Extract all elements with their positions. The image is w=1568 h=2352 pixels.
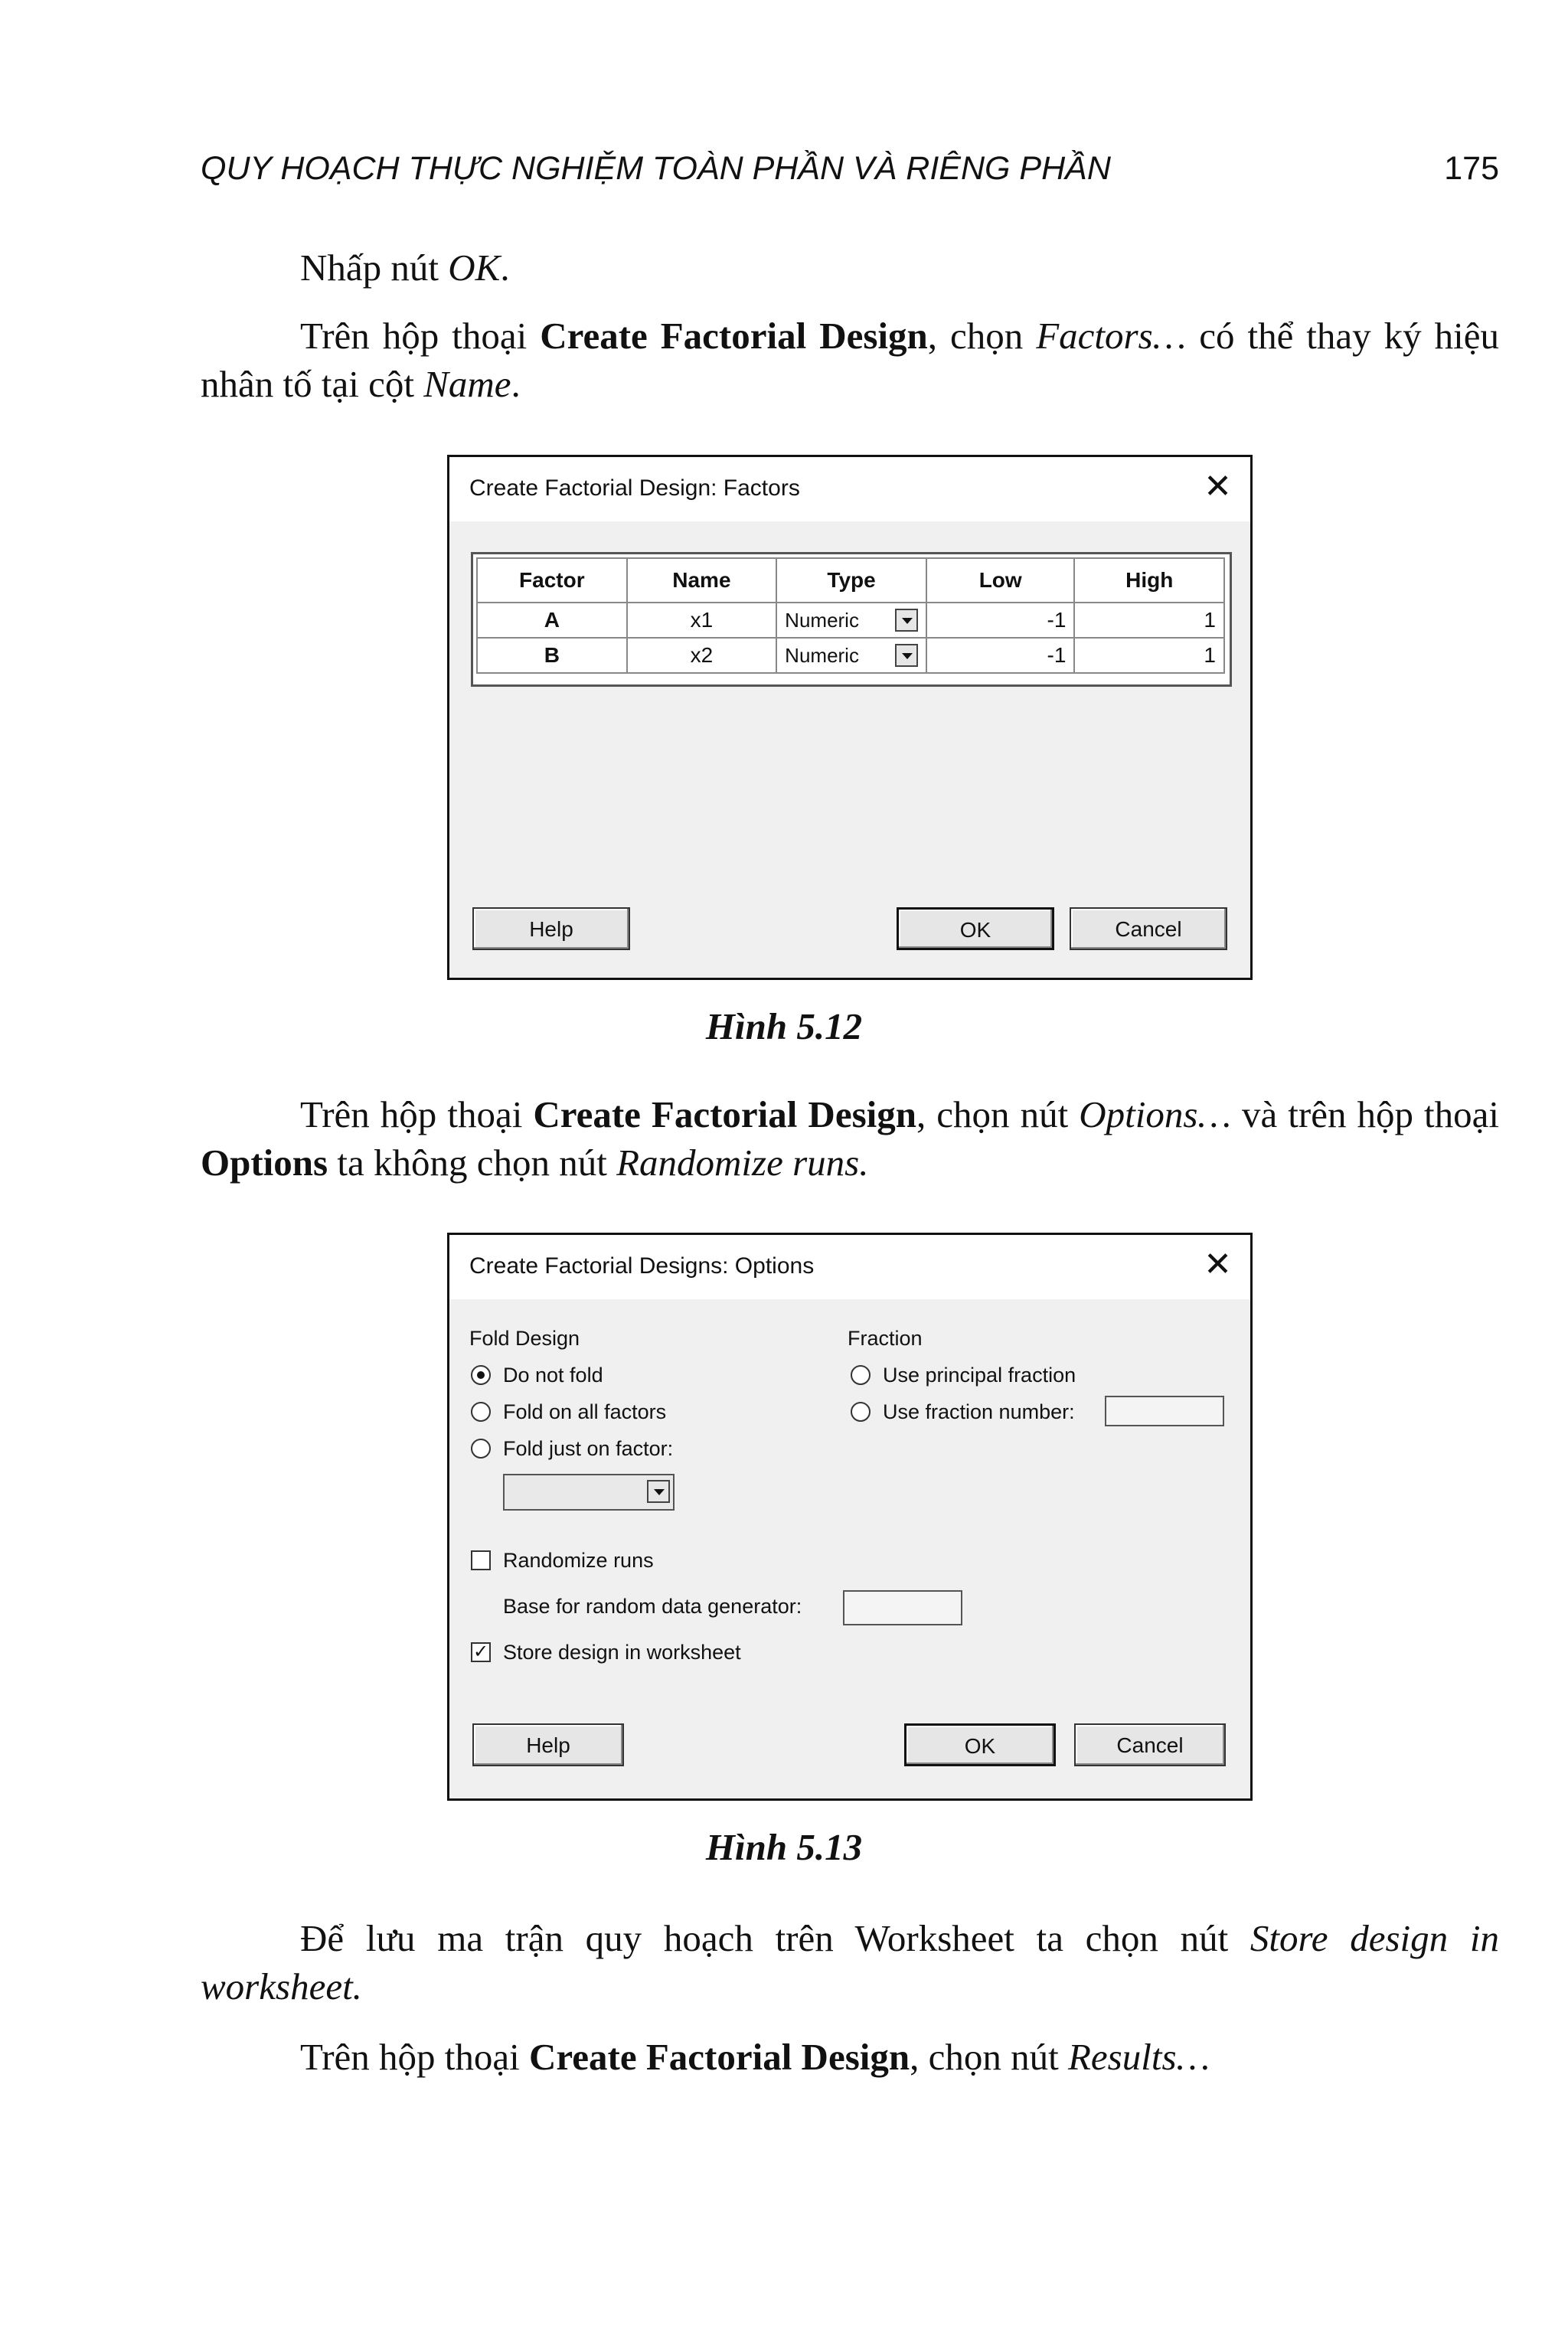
- factors-dialog-titlebar: [449, 457, 1250, 521]
- chevron-down-icon[interactable]: [647, 1480, 670, 1503]
- p3-e: và trên hộp thoại: [1230, 1093, 1499, 1135]
- high-cell[interactable]: 1: [1074, 603, 1224, 638]
- fraction-label: Fraction: [848, 1327, 923, 1350]
- factors-dialog: [447, 455, 1253, 980]
- name-cell[interactable]: x1: [627, 603, 777, 638]
- cancel-button[interactable]: Cancel: [1074, 1723, 1226, 1766]
- radio-fold-just[interactable]: [471, 1439, 491, 1459]
- col-high-header: High: [1074, 558, 1224, 603]
- p2-d: Factors…: [1036, 315, 1187, 357]
- factors-dialog-title: Create Factorial Design: Factors: [469, 475, 800, 501]
- table-row: [477, 603, 1224, 638]
- p3-d: Options…: [1079, 1093, 1231, 1135]
- p3-f: Options: [201, 1142, 328, 1184]
- randomize-label: Randomize runs: [503, 1549, 654, 1572]
- do-not-fold-label: Do not fold: [503, 1364, 603, 1387]
- col-type-header: Type: [776, 558, 926, 603]
- fold-design-label: Fold Design: [469, 1327, 580, 1350]
- figure-caption-5-13: Hình 5.13: [705, 1826, 863, 1868]
- close-icon[interactable]: ✕: [1204, 1246, 1232, 1283]
- figure-caption-5-12: Hình 5.12: [705, 1005, 863, 1047]
- p5-c: , chọn nút: [910, 2036, 1068, 2078]
- radio-principal-fraction[interactable]: [851, 1365, 871, 1385]
- p3-c: , chọn nút: [916, 1093, 1080, 1135]
- p1-end: .: [500, 247, 510, 289]
- p3-h: Randomize runs.: [616, 1142, 869, 1184]
- name-cell[interactable]: x2: [627, 638, 777, 673]
- factor-cell: A: [477, 603, 627, 638]
- p1-ok: OK: [448, 247, 501, 289]
- fold-all-label: Fold on all factors: [503, 1400, 667, 1423]
- p3-a: Trên hộp thoại: [300, 1093, 534, 1135]
- low-cell[interactable]: -1: [926, 638, 1074, 673]
- base-input[interactable]: [843, 1590, 962, 1625]
- p2-g: .: [511, 363, 521, 405]
- paragraph-3: [201, 1090, 1499, 1187]
- p2-b: Create Factorial Design: [540, 315, 928, 357]
- paragraph-1: [201, 243, 1499, 292]
- paragraph-5: [201, 2033, 1499, 2081]
- radio-fraction-number[interactable]: [851, 1402, 871, 1422]
- type-cell[interactable]: [776, 603, 926, 638]
- fraction-number-label: Use fraction number:: [883, 1400, 1075, 1423]
- paragraph-4: [201, 1914, 1499, 2011]
- running-header: [201, 150, 1499, 196]
- store-label: Store design in worksheet: [503, 1641, 741, 1664]
- p3-g: ta không chọn nút: [328, 1142, 617, 1184]
- chevron-down-icon[interactable]: [895, 644, 918, 667]
- principal-fraction-label: Use principal fraction: [883, 1364, 1076, 1387]
- type-value: Numeric: [785, 608, 859, 632]
- radio-do-not-fold[interactable]: [471, 1365, 491, 1385]
- options-dialog: [447, 1233, 1253, 1801]
- fold-just-label: Fold just on factor:: [503, 1437, 674, 1460]
- help-button[interactable]: Help: [472, 1723, 624, 1766]
- table-row: [477, 638, 1224, 673]
- col-name-header: Name: [627, 558, 777, 603]
- grid-header-row: [477, 558, 1224, 603]
- p2-a: Trên hộp thoại: [300, 315, 541, 357]
- fraction-number-input[interactable]: [1105, 1396, 1224, 1426]
- low-cell[interactable]: -1: [926, 603, 1074, 638]
- p2-c: , chọn: [927, 315, 1037, 357]
- help-button[interactable]: Help: [472, 907, 630, 950]
- p4-a: Để lưu ma trận quy hoạch trên Worksheet ta chọn nút: [300, 1917, 1250, 1959]
- options-dialog-titlebar: [449, 1235, 1250, 1299]
- type-cell[interactable]: [776, 638, 926, 673]
- factors-grid: [471, 552, 1232, 687]
- paragraph-2: [201, 312, 1499, 408]
- col-low-header: Low: [926, 558, 1074, 603]
- p5-b: Create Factorial Design: [529, 2036, 910, 2078]
- close-icon[interactable]: ✕: [1204, 468, 1232, 505]
- high-cell[interactable]: 1: [1074, 638, 1224, 673]
- base-label: Base for random data generator:: [503, 1595, 802, 1618]
- p5-a: Trên hộp thoại: [300, 2036, 530, 2078]
- factor-cell: B: [477, 638, 627, 673]
- col-factor-header: Factor: [477, 558, 627, 603]
- randomize-checkbox[interactable]: [471, 1550, 491, 1570]
- header-title: QUY HOẠCH THỰC NGHIỆM TOÀN PHẦN VÀ RIÊNG PHẦN: [201, 150, 1111, 187]
- p4-b: Store design in worksheet.: [201, 1917, 1499, 2007]
- type-value: Numeric: [785, 643, 859, 667]
- p5-d: Results…: [1068, 2036, 1210, 2078]
- p3-b: Create Factorial Design: [533, 1093, 917, 1135]
- page-number: 175: [1444, 150, 1499, 187]
- fold-factor-select[interactable]: [503, 1474, 675, 1511]
- ok-button[interactable]: OK: [904, 1723, 1056, 1766]
- cancel-button[interactable]: Cancel: [1070, 907, 1227, 950]
- ok-button[interactable]: OK: [897, 907, 1054, 950]
- radio-fold-all[interactable]: [471, 1402, 491, 1422]
- p2-f: Name: [423, 363, 511, 405]
- p1-text: Nhấp nút: [300, 247, 449, 289]
- options-dialog-title: Create Factorial Designs: Options: [469, 1253, 815, 1279]
- store-checkbox[interactable]: ✓: [471, 1642, 491, 1662]
- chevron-down-icon[interactable]: [895, 609, 918, 632]
- p2-e: có thể thay ký hiệu nhân tố tại cột: [201, 315, 1499, 405]
